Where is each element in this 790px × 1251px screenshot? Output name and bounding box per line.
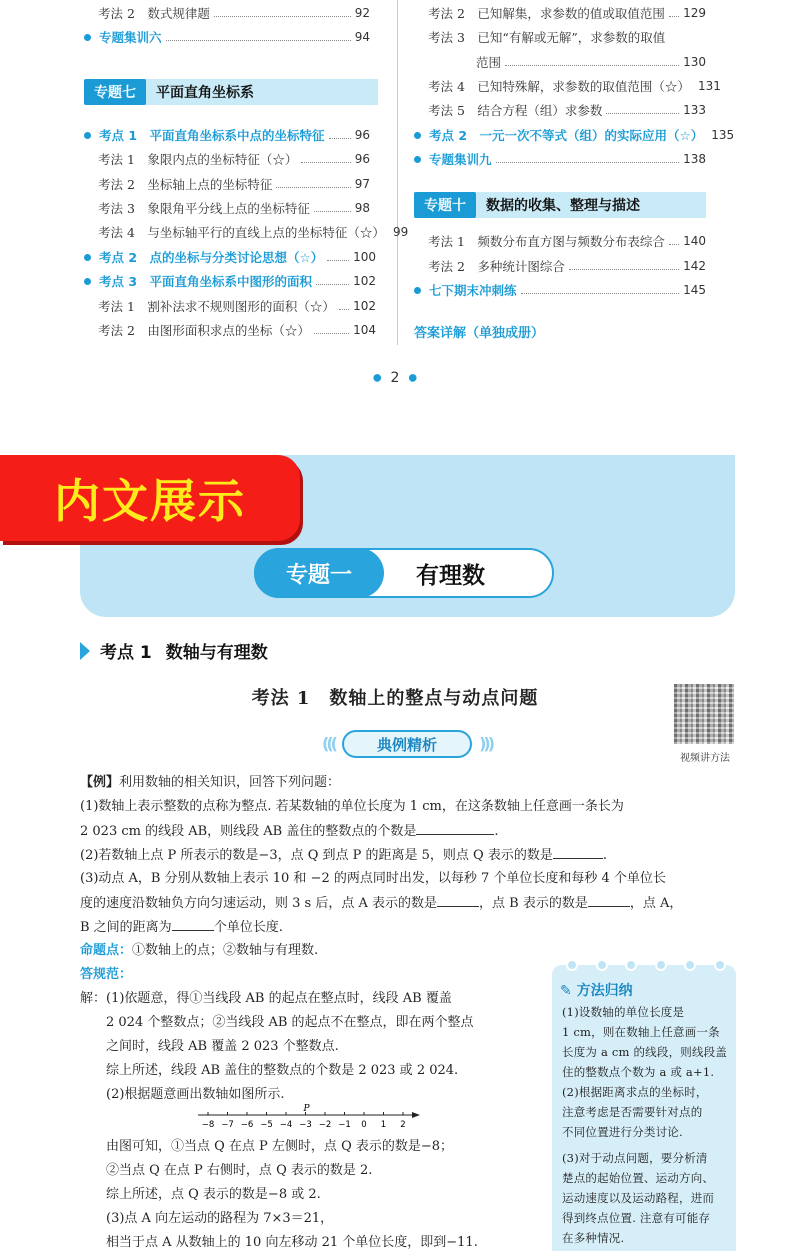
toc-entry[interactable] — [428, 99, 706, 121]
toc-entry-label: 七下期末冲刺练 — [429, 283, 517, 298]
question-line: 2 023 cm 的线段 AB，则线段 AB 盖住的整数点的个数是 . — [80, 824, 499, 839]
summary-line: 不同位置进行分类讨论. — [562, 1125, 683, 1139]
question-text: (2)若数轴上点 P 所表示的数是−3，点 Q 到点 P 的距离是 5，则点 Q 表示的数是 — [80, 848, 553, 863]
number-line-tick-label: −8 — [201, 1120, 215, 1130]
example-heading — [342, 730, 472, 758]
solution-line: 相当于点 A 从数轴上的 10 向左移动 21 个单位长度，即到−11. — [80, 1235, 478, 1250]
toc-page: 104 — [353, 323, 376, 337]
toc-entry-label: 考法 1 割补法求不规则图形的面积（☆） — [98, 299, 335, 314]
bullet-icon — [84, 132, 91, 139]
toc-leader — [521, 293, 680, 294]
showcase-badge-text: 内文展示 — [54, 474, 246, 528]
summary-line: 注意考虑是否需要针对点的 — [562, 1105, 703, 1119]
binder-rings — [566, 959, 726, 973]
toc-entry[interactable] — [98, 221, 409, 243]
question-text: 度的速度沿数轴负方向匀速运动，则 3 s 后，点 A 表示的数是 — [80, 896, 437, 911]
summary-line: (2)根据距离求点的坐标时， — [562, 1085, 708, 1099]
number-line-point-label: P — [303, 1104, 310, 1114]
question-text: 个单位长度. — [213, 920, 283, 935]
toc-entry-label: 考法 1 频数分布直方图与频数分布表综合 — [428, 234, 665, 249]
toc-leader — [301, 162, 350, 163]
toc-page: 140 — [683, 234, 706, 248]
toc-entry[interactable] — [428, 255, 706, 277]
qr-code-icon[interactable] — [674, 684, 734, 744]
toc-leader — [276, 187, 350, 188]
toc-entry[interactable] — [98, 319, 376, 341]
toc-page: 99 — [392, 225, 409, 239]
toc-leader — [214, 16, 351, 17]
toc-entry-label: 考点 1 平面直角坐标系中点的坐标特征 — [99, 128, 325, 143]
page-number — [0, 370, 790, 386]
toc-entry-label: 考法 4 已知特殊解，求参数的取值范围（☆） — [428, 79, 690, 94]
bullet-icon — [414, 132, 421, 139]
proposition-label: 命题点： — [80, 943, 133, 958]
proposition-text: ①数轴上的点；②数轴与有理数. — [132, 943, 319, 958]
number-line-tick-label: −1 — [338, 1120, 351, 1130]
section-header — [414, 192, 706, 218]
toc-leader — [314, 211, 351, 212]
section-title: 平面直角坐标系 — [156, 85, 254, 101]
answer-blank[interactable] — [553, 847, 603, 859]
number-line-tick-label: −7 — [221, 1120, 234, 1130]
number-line-tick-label: 1 — [380, 1120, 387, 1130]
summary-line: 住的整数点个数为 a 或 a+1. — [562, 1065, 715, 1079]
toc-entry[interactable] — [98, 148, 370, 170]
solution-line: 综上所述，点 Q 表示的数是−8 或 2. — [80, 1187, 321, 1202]
example-intro-text: 利用数轴的相关知识，回答下列问题： — [119, 775, 341, 790]
question-text: ，点 A， — [629, 896, 683, 911]
toc-leader — [329, 138, 351, 139]
example-tag: 【例】 — [80, 775, 120, 790]
qr-caption: 视频讲方法 — [680, 753, 730, 764]
triangle-icon — [80, 642, 90, 660]
toc-entry-label: 考法 3 已知“有解或无解”，求参数的取值 — [428, 30, 666, 45]
method-summary-title-text: 方法归纳 — [576, 983, 633, 999]
toc-page: 98 — [354, 201, 370, 215]
toc-entry[interactable] — [84, 246, 376, 268]
toc-leader — [314, 333, 349, 334]
key-point-heading — [80, 638, 268, 663]
toc-entry-label: 范围 — [476, 55, 502, 70]
key-point-label: 考点 1 — [100, 643, 152, 663]
topic-tag: 专题一 — [254, 548, 384, 598]
toc-page: 138 — [683, 152, 706, 166]
question-line: (3)动点 A，B 分别从数轴上表示 10 和 −2 的两点同时出发，以每秒 7 个单位长度和每秒 4 个单位长 — [80, 871, 666, 886]
toc-page: 129 — [683, 6, 706, 20]
toc-page: 92 — [354, 6, 370, 20]
number-line-diagram — [198, 1103, 420, 1133]
summary-line: 1 cm，则在数轴上任意画一条 — [562, 1025, 720, 1039]
question-line: (1)数轴上表示整数的点称为整点. 若某数轴的单位长度为 1 cm，在这条数轴上任意画一条长为 — [80, 799, 624, 814]
summary-line: 楚点的起始位置、运动方向、 — [562, 1171, 715, 1185]
solution-line: 综上所述，线段 AB 盖住的整数点的个数是 2 023 或 2 024. — [80, 1063, 459, 1078]
toc-entry-label: 考点 3 平面直角坐标系中图形的面积 — [99, 274, 313, 289]
toc-entry-label: 考法 4 与坐标轴平行的直线上点的坐标特征（☆） — [98, 225, 385, 240]
toc-entry-label: 考法 2 已知解集，求参数的值或取值范围 — [428, 6, 665, 21]
number-line-tick-label: −3 — [299, 1120, 312, 1130]
toc-page: 97 — [354, 177, 370, 191]
toc-leader — [316, 284, 349, 285]
bullet-icon — [84, 34, 91, 41]
toc-entry-label: 考法 5 结合方程（组）求参数 — [428, 103, 603, 118]
summary-line: 在多种情况. — [562, 1231, 625, 1245]
summary-line: (3)对于动点问题，要分析清 — [562, 1151, 708, 1165]
toc-entry[interactable] — [84, 26, 370, 48]
toc-entry[interactable] — [428, 2, 706, 24]
page-number-value: 2 — [390, 370, 400, 386]
solution-line: (3)点 A 向左运动的路程为 7×3＝21， — [80, 1211, 334, 1226]
toc-entry-label: 考法 3 象限角平分线上点的坐标特征 — [98, 201, 310, 216]
toc-leader — [606, 113, 679, 114]
toc-entry[interactable] — [428, 230, 706, 252]
toc-page: 102 — [353, 299, 376, 313]
summary-line: 得到终点位置. 注意有可能存 — [562, 1211, 711, 1225]
toc-entry[interactable] — [84, 270, 376, 292]
section-header — [84, 79, 378, 105]
bullet-icon — [84, 278, 91, 285]
toc-entry[interactable] — [476, 51, 706, 73]
toc-page: 130 — [683, 55, 706, 69]
toc-page: 135 — [711, 128, 735, 142]
arrow-icon — [412, 1112, 420, 1118]
solution-line: (2)根据题意画出数轴如图所示. — [80, 1087, 285, 1102]
toc-leader — [496, 162, 680, 163]
toc-entry[interactable] — [98, 2, 370, 24]
key-point-title: 数轴与有理数 — [165, 643, 268, 663]
toc-page: 145 — [683, 283, 706, 297]
answer-blank[interactable] — [416, 823, 494, 835]
toc-page: 94 — [354, 30, 370, 44]
toc-entry-label: 专题集训六 — [99, 30, 162, 45]
toc-page: 133 — [683, 103, 706, 117]
method-summary-title — [560, 980, 633, 1000]
question-line — [80, 895, 682, 912]
number-line-tick-label: −4 — [279, 1120, 293, 1130]
answer-blank[interactable] — [172, 919, 214, 931]
toc-entry[interactable] — [98, 295, 376, 317]
toc-entry[interactable] — [98, 197, 370, 219]
toc-page: 100 — [353, 250, 376, 264]
toc-entry-label: 考法 2 由图形面积求点的坐标（☆） — [98, 323, 310, 338]
summary-line: (1)设数轴的单位长度是 — [562, 1005, 685, 1019]
pencil-icon: ✎ — [560, 983, 572, 999]
topic-title: 有理数 — [416, 562, 485, 589]
section-tag: 专题七 — [84, 79, 146, 105]
answer-heading: 答规范： — [80, 967, 133, 982]
ring-icon — [714, 959, 726, 971]
question-line: (2)若数轴上点 P 所表示的数是−3，点 Q 到点 P 的距离是 5，则点 Q 表示的数是 . — [80, 848, 607, 863]
toc-entry[interactable] — [414, 124, 735, 146]
toc-leader — [166, 40, 351, 41]
answer-note: 答案详解（单独成册） — [414, 326, 545, 341]
toc-entry[interactable] — [84, 124, 370, 146]
toc-entry[interactable] — [414, 279, 706, 301]
section-tag: 专题十 — [414, 192, 476, 218]
solution-line: 由图可知，①当点 Q 在点 P 左侧时，点 Q 表示的数是−8； — [80, 1139, 454, 1154]
ring-icon — [655, 959, 667, 971]
example-heading-text: ((( 典例精析 — [376, 735, 437, 754]
dot-icon: ● — [408, 372, 418, 384]
toc-divider — [397, 0, 398, 345]
solution-line: 2 024 个整数点；②当线段 AB 的起点不在整点，即在两个整点 — [80, 1015, 474, 1030]
toc-leader — [327, 260, 349, 261]
toc-entry[interactable] — [98, 173, 370, 195]
toc-entry-label: 考法 2 多种统计图综合 — [428, 259, 565, 274]
number-line-tick-label: −5 — [260, 1120, 273, 1130]
toc-leader — [339, 309, 349, 310]
toc-leader — [669, 244, 679, 245]
ring-icon — [625, 959, 637, 971]
section-title: 数据的收集、整理与描述 — [486, 198, 640, 214]
answer-blank[interactable] — [588, 895, 630, 907]
solution-line: 之间时，线段 AB 覆盖 2 023 个整数点. — [80, 1039, 339, 1054]
toc-page: 142 — [683, 259, 706, 273]
toc-entry-label: 考法 1 象限内点的坐标特征（☆） — [98, 152, 298, 167]
bullet-icon — [414, 156, 421, 163]
ring-icon — [566, 959, 578, 971]
method-title: 考法 1 数轴上的整点与动点问题 — [251, 688, 539, 709]
toc-entry-label: 考法 2 数式规律题 — [98, 6, 210, 21]
toc-page: 96 — [354, 128, 370, 142]
proposition-line — [80, 943, 318, 959]
summary-line: 长度为 a cm 的线段，则线段盖 — [562, 1045, 728, 1059]
toc-entry-label: 专题集训九 — [429, 152, 492, 167]
question-text: 2 023 cm 的线段 AB，则线段 AB 盖住的整数点的个数是 — [80, 824, 417, 839]
showcase-badge — [0, 455, 300, 541]
toc-leader — [669, 16, 679, 17]
number-line-tick-label: −6 — [240, 1120, 254, 1130]
dot-icon: ● — [372, 372, 382, 384]
toc-entry-label: 考点 2 一元一次不等式（组）的实际应用（☆） — [429, 128, 704, 143]
question-text: B 之间的距离为 — [80, 920, 172, 935]
question-text: ，点 B 表示的数是 — [479, 896, 588, 911]
bullet-icon — [84, 254, 91, 261]
question-line — [80, 919, 283, 936]
solution-line: ②当点 Q 在点 P 右侧时，点 Q 表示的数是 2. — [80, 1163, 373, 1178]
toc-page: 102 — [353, 274, 376, 288]
answer-blank[interactable] — [437, 895, 479, 907]
toc-entry-label: 考点 2 点的坐标与分类讨论思想（☆） — [99, 250, 324, 265]
solution-line: 解：(1)依题意，得①当线段 AB 的起点在整点时，线段 AB 覆盖 — [80, 991, 452, 1006]
number-line-tick-label: −2 — [318, 1120, 332, 1130]
summary-line: 运动速度以及运动路程，进而 — [562, 1191, 715, 1205]
example-intro — [80, 775, 340, 791]
toc-leader — [569, 269, 679, 270]
ring-icon — [596, 959, 608, 971]
toc-leader — [505, 65, 679, 66]
number-line-tick-label: 0 — [361, 1120, 367, 1130]
toc-entry[interactable] — [414, 148, 706, 170]
toc-entry-label: 考法 2 坐标轴上点的坐标特征 — [98, 177, 273, 192]
toc-entry[interactable] — [428, 26, 706, 48]
ring-icon — [684, 959, 696, 971]
toc-page: 96 — [354, 152, 370, 166]
toc-page: 131 — [697, 79, 721, 93]
topic-pill — [254, 548, 554, 598]
bullet-icon — [414, 287, 421, 294]
toc-entry[interactable] — [428, 75, 721, 97]
number-line-tick-label: 2 — [400, 1120, 406, 1130]
